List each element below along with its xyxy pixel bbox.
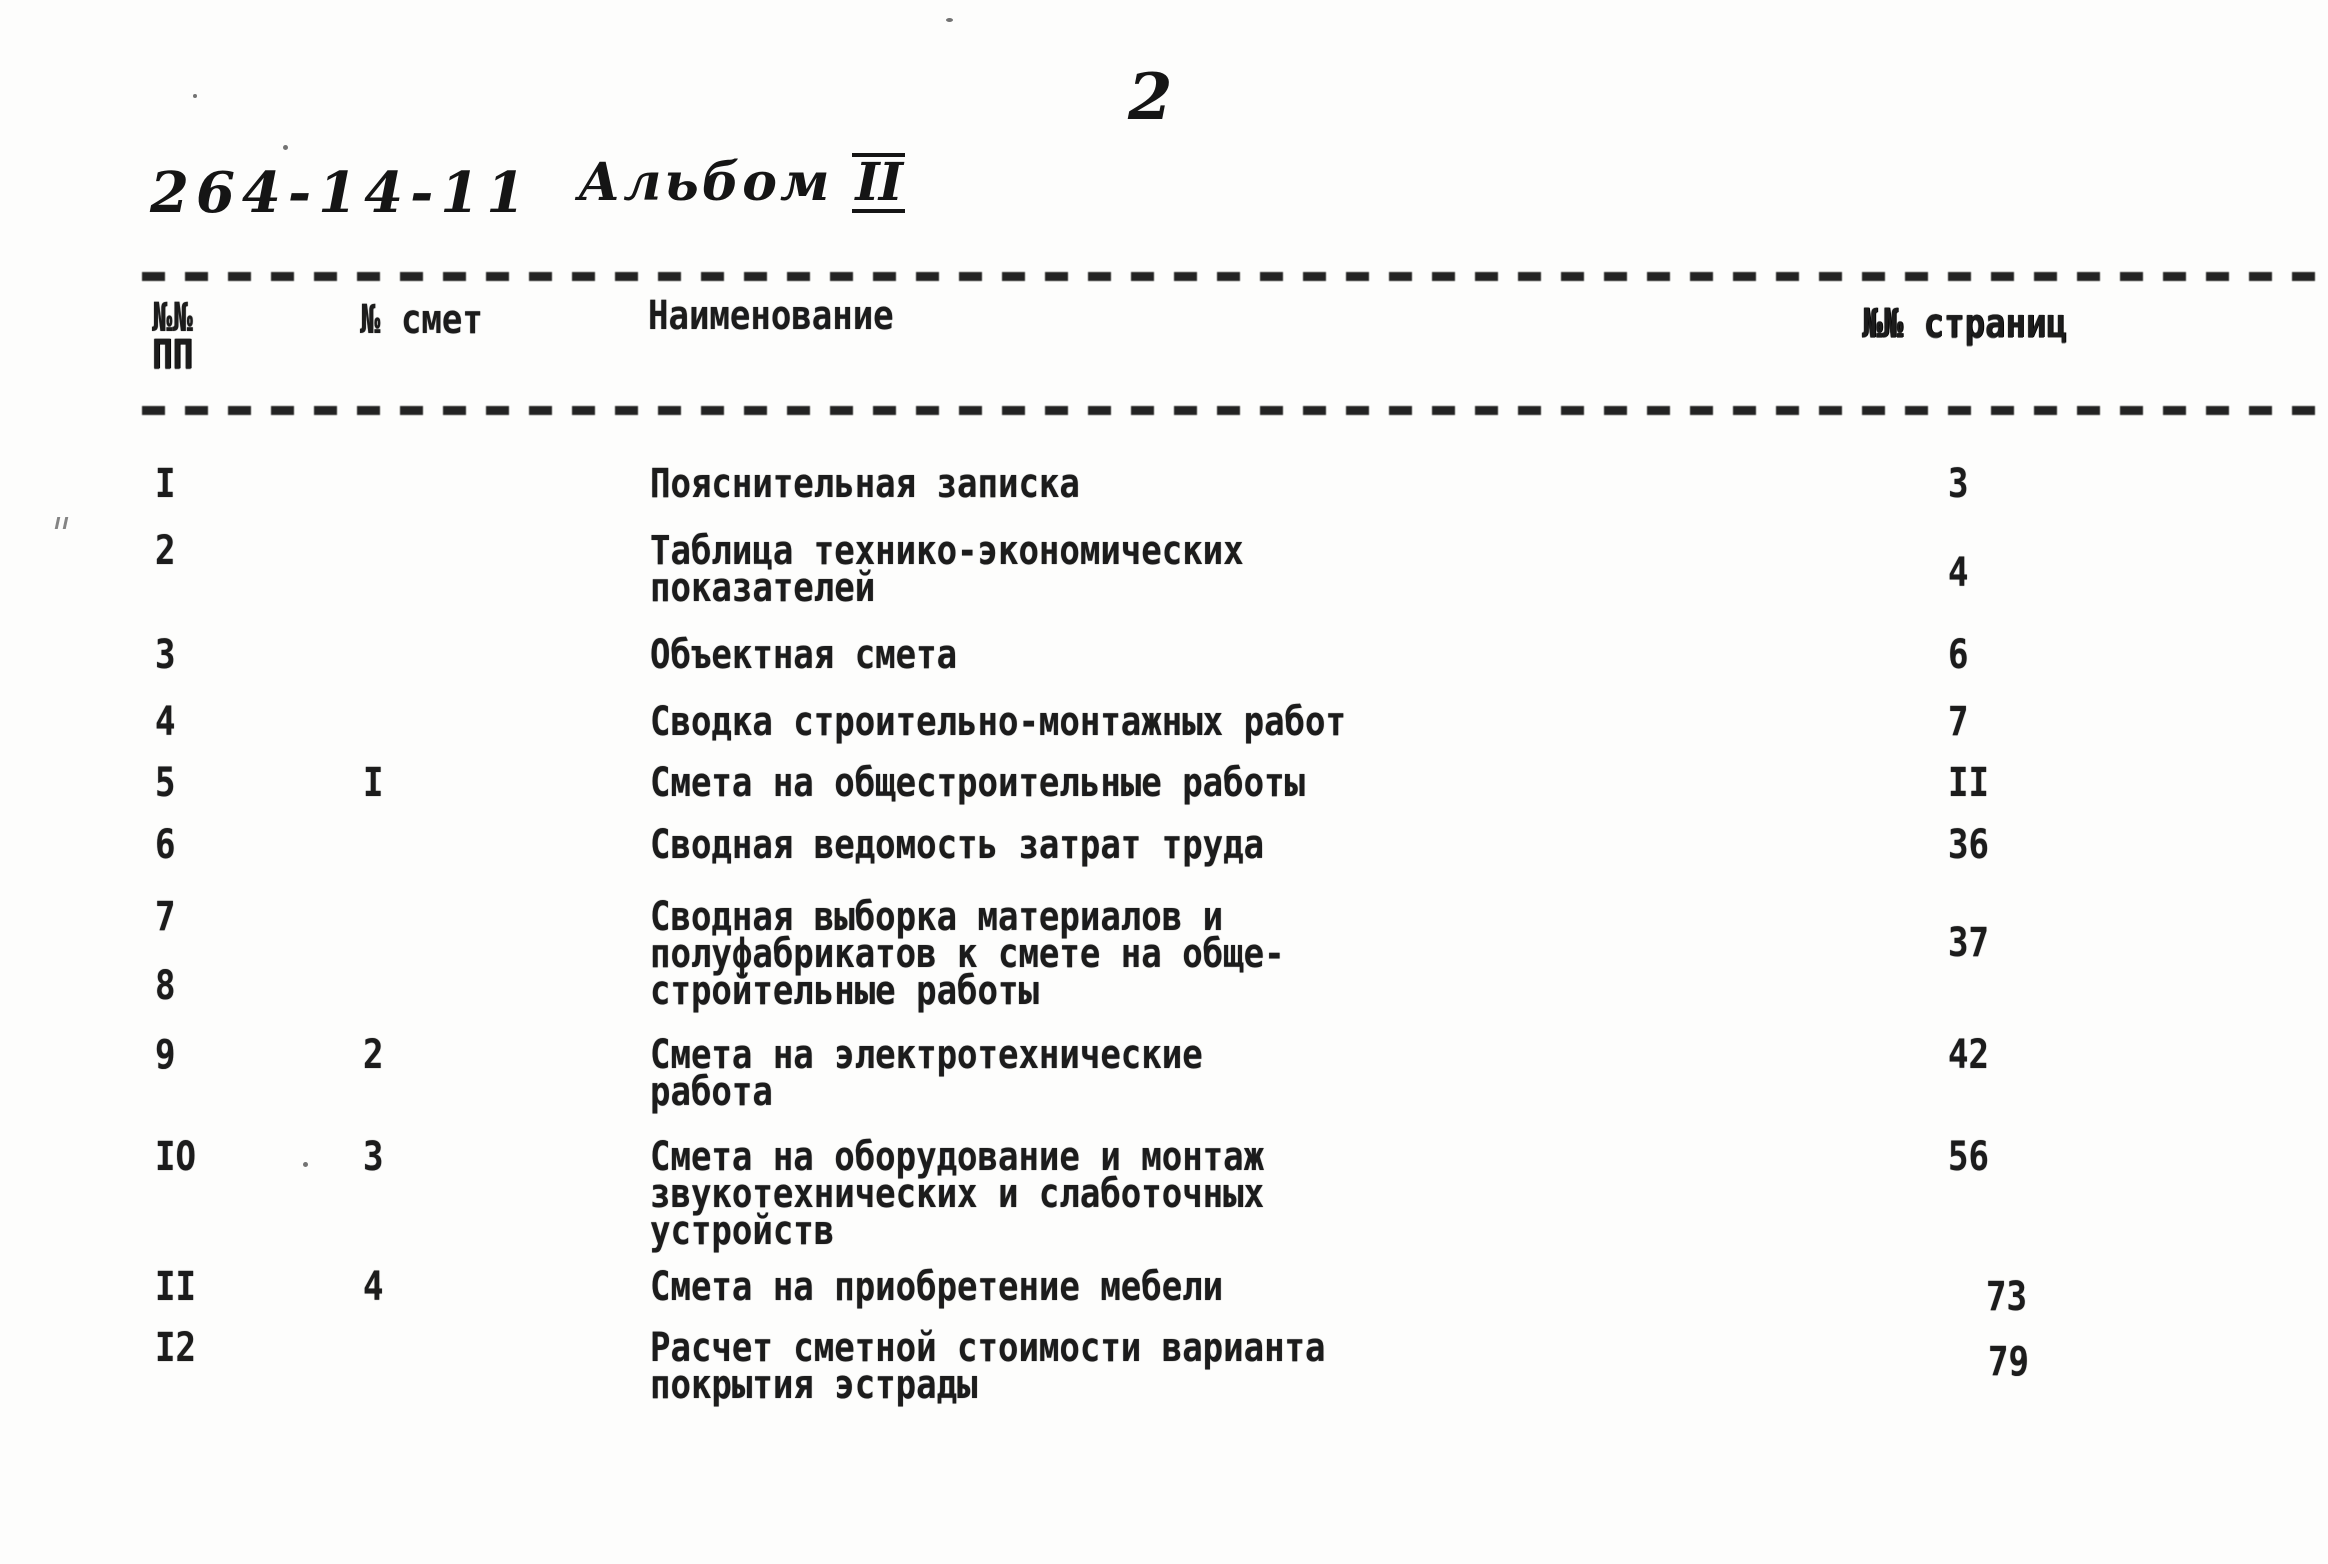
row-page-number: 42	[1948, 1032, 1989, 1078]
row-number-cell	[155, 1325, 203, 1371]
row-number-cell	[155, 528, 179, 574]
row-page-cell	[1948, 699, 1972, 745]
page-number: 2	[1128, 60, 1173, 135]
album-label: Альбом	[578, 152, 833, 213]
item-name-line: Расчет сметной стоимости варианта	[650, 1325, 1326, 1371]
item-name-line: покрытия эстрады	[650, 1362, 978, 1408]
row-name-cell	[650, 699, 1469, 745]
row-page-number: 3	[1948, 461, 1969, 507]
item-number: 9	[155, 1032, 176, 1078]
row-estimate-cell	[363, 1032, 387, 1078]
item-number: 8	[155, 963, 176, 1009]
item-name-line: Объектная смета	[650, 632, 958, 678]
row-number-cell	[155, 632, 179, 678]
column-header-item-no-line1: №№	[152, 295, 193, 341]
row-estimate-cell	[363, 760, 387, 806]
row-number-cell	[155, 1134, 203, 1180]
scan-speck	[283, 145, 288, 150]
row-page-number: 79	[1988, 1339, 2029, 1385]
album-number-roman: II	[852, 153, 905, 213]
row-name-cell	[650, 1032, 1300, 1115]
row-page-number: 56	[1948, 1134, 1989, 1180]
item-number: I2	[155, 1325, 196, 1371]
item-name-line: Таблица технико-экономических	[650, 528, 1244, 574]
row-name-cell	[650, 894, 1397, 1014]
row-estimate-cell	[363, 1264, 387, 1310]
item-name-line: полуфабрикатов к смете на обще-	[650, 931, 1285, 977]
row-page-number: 4	[1948, 550, 1969, 596]
row-page-cell	[1948, 550, 1972, 596]
document-code: 264-14-11	[150, 160, 533, 226]
column-header-item-no-line2: ПП	[152, 332, 193, 378]
row-name-cell	[650, 822, 1372, 868]
item-number: I	[155, 461, 176, 507]
row-page-number: II	[1948, 760, 1989, 806]
row-estimate-cell	[363, 1134, 387, 1180]
row-name-cell	[650, 760, 1421, 806]
item-number: 6	[155, 822, 176, 868]
item-name-line: звукотехнических и слаботочных	[650, 1171, 1265, 1217]
row-name-cell	[650, 1325, 1445, 1408]
item-number: 3	[155, 632, 176, 678]
row-name-cell	[650, 1264, 1324, 1310]
row-number-cell	[155, 760, 179, 806]
row-page-cell	[1948, 461, 1972, 507]
item-name-line: Пояснительная записка	[650, 461, 1080, 507]
item-name-line: показателей	[650, 565, 876, 611]
row-number-cell	[155, 1032, 179, 1078]
row-page-number: 7	[1948, 699, 1969, 745]
item-name-line: Сводка строительно-монтажных работ	[650, 699, 1346, 745]
row-page-cell	[1948, 632, 1972, 678]
item-number: 5	[155, 760, 176, 806]
row-name-cell	[650, 528, 1348, 611]
row-estimate-number: 3	[363, 1134, 384, 1180]
item-number: 4	[155, 699, 176, 745]
row-page-cell	[1948, 1134, 1996, 1180]
row-page-cell	[1948, 1032, 1996, 1078]
row-number-cell	[155, 461, 179, 507]
scan-speck	[303, 1162, 308, 1167]
row-page-number: 73	[1986, 1274, 2027, 1320]
column-header-estimate-no-label: № смет	[360, 297, 483, 343]
item-number: 2	[155, 528, 176, 574]
row-number-cell	[155, 822, 179, 868]
item-name-line: Смета на общестроительные работы	[650, 760, 1306, 806]
item-name-line: стройтельные работы	[650, 968, 1039, 1014]
column-header-name-label: Наименование	[648, 293, 894, 339]
row-name-cell	[650, 461, 1156, 507]
row-name-cell	[650, 1134, 1372, 1254]
row-name-cell	[650, 632, 1011, 678]
row-number-cell	[155, 699, 179, 745]
row-estimate-number: 2	[363, 1032, 384, 1078]
row-page-cell	[1948, 920, 1996, 966]
row-page-cell	[1948, 760, 1996, 806]
scan-speck	[946, 18, 953, 22]
row-estimate-number: 4	[363, 1264, 384, 1310]
row-page-number: 6	[1948, 632, 1969, 678]
item-name-line: Смета на приобретение мебели	[650, 1264, 1224, 1310]
row-page-number: 37	[1948, 920, 1989, 966]
item-name-line: устройств	[650, 1208, 835, 1254]
item-name-line: Сводная ведомость затрат труда	[650, 822, 1265, 868]
row-estimate-number: I	[363, 760, 384, 806]
row-number-cell	[155, 894, 179, 1009]
item-number: II	[155, 1264, 196, 1310]
column-header-pages-label: №№ страниц	[1862, 301, 2067, 347]
scan-speck	[193, 94, 197, 98]
row-page-number: 36	[1948, 822, 1989, 868]
item-name-line: Смета на оборудование и монтаж	[650, 1134, 1265, 1180]
row-number-cell	[155, 1264, 203, 1310]
item-name-line: Смета на электротехнические	[650, 1032, 1203, 1078]
item-name-line: Сводная выборка материалов и	[650, 894, 1224, 940]
row-page-cell	[1988, 1339, 2036, 1385]
row-page-cell	[1948, 822, 1996, 868]
item-number: IO	[155, 1134, 196, 1180]
item-name-line: работа	[650, 1069, 773, 1115]
item-number: 7	[155, 894, 176, 940]
row-page-cell	[1986, 1274, 2034, 1320]
